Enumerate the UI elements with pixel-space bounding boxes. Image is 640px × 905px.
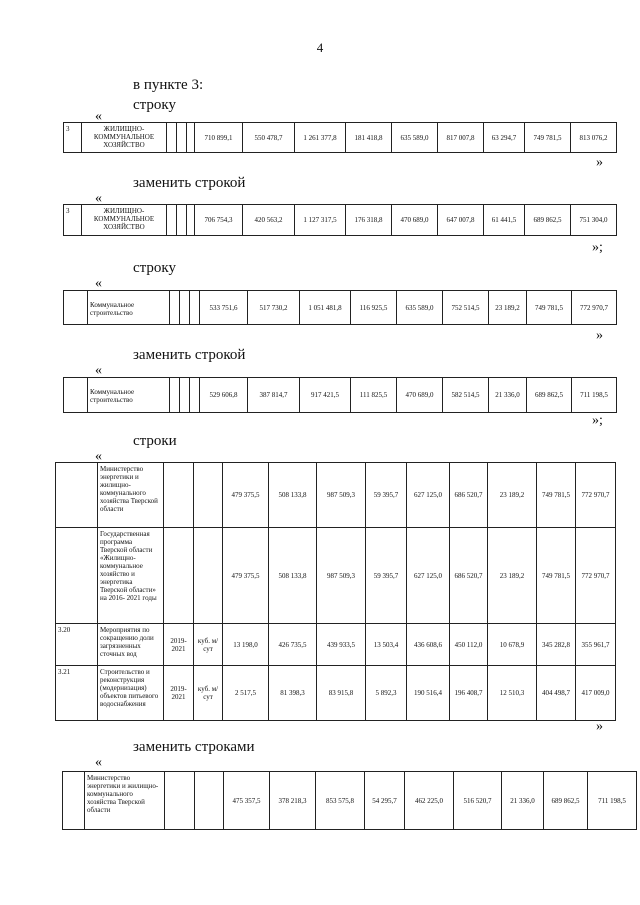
value-cell: 533 751,6	[200, 291, 248, 325]
value-cell: 689 862,5	[544, 772, 588, 830]
table-1	[63, 122, 617, 153]
table-row	[64, 378, 617, 413]
value-cell: 176 318,8	[346, 205, 392, 236]
value-cell: 63 294,7	[484, 123, 525, 153]
row-unit: куб. м/сут	[194, 666, 223, 721]
table-2	[63, 204, 617, 236]
row-code	[56, 528, 98, 624]
value-cell: 81 398,3	[269, 666, 317, 721]
table-4	[63, 377, 617, 413]
table-row	[63, 772, 637, 830]
value-cell: 772 970,7	[572, 291, 617, 325]
value-cell: 711 198,5	[572, 378, 617, 413]
value-cell: 59 395,7	[366, 528, 407, 624]
intro-line-1: в пункте 3:	[133, 77, 204, 93]
row-code: 3	[64, 123, 82, 153]
value-cell: 462 225,0	[405, 772, 454, 830]
value-cell: 181 418,8	[346, 123, 392, 153]
value-cell: 529 606,8	[200, 378, 248, 413]
replace-heading-2: заменить строкой	[133, 347, 246, 363]
rows-heading: строки	[133, 433, 177, 449]
value-cell: 83 915,8	[317, 666, 366, 721]
value-cell: 627 125,0	[407, 528, 450, 624]
value-cell: 1 127 317,5	[295, 205, 346, 236]
value-cell: 772 970,7	[576, 463, 616, 528]
value-cell: 479 375,5	[223, 463, 269, 528]
row-unit: куб. м/сут	[194, 624, 223, 666]
value-cell: 817 007,8	[438, 123, 484, 153]
row-unit	[194, 463, 223, 528]
open-quote: «	[95, 755, 102, 770]
table-row	[56, 666, 640, 721]
row-label: Министерство энергетики и жилищно-коммунального хозяйства Тверской области	[98, 463, 164, 528]
value-cell: 13 503,4	[366, 624, 407, 666]
open-quote: «	[95, 191, 102, 206]
value-cell: 635 589,0	[392, 123, 438, 153]
value-cell: 10 678,9	[488, 624, 537, 666]
value-cell: 404 498,7	[537, 666, 576, 721]
row-code: 3.21	[56, 666, 98, 721]
value-cell: 917 421,5	[300, 378, 351, 413]
value-cell: 749 781,5	[527, 291, 572, 325]
value-cell: 439 933,5	[317, 624, 366, 666]
row-code	[56, 463, 98, 528]
value-cell: 689 862,5	[527, 378, 572, 413]
value-cell: 987 509,3	[317, 463, 366, 528]
row-label: ЖИЛИЩНО-КОММУНАЛЬНОЕ ХОЗЯЙСТВО	[82, 123, 167, 153]
table-row	[56, 528, 640, 624]
value-cell: 582 514,5	[443, 378, 489, 413]
replace-heading-1: заменить строкой	[133, 175, 246, 191]
value-cell: 23 189,2	[488, 463, 537, 528]
value-cell: 686 520,7	[450, 463, 488, 528]
value-cell: 772 970,7	[576, 528, 616, 624]
value-cell: 689 862,5	[525, 205, 571, 236]
value-cell: 23 189,2	[489, 291, 527, 325]
row-label: Министерство энергетики и жилищно-коммунального хозяйства Тверской области	[85, 772, 165, 830]
page-number: 4	[316, 40, 324, 55]
value-cell: 426 735,5	[269, 624, 317, 666]
value-cell: 420 563,2	[243, 205, 295, 236]
row-years	[164, 528, 194, 624]
value-cell: 450 112,0	[450, 624, 488, 666]
value-cell: 54 295,7	[365, 772, 405, 830]
value-cell: 710 899,1	[195, 123, 243, 153]
value-cell: 749 781,5	[537, 528, 576, 624]
row-code: 3.20	[56, 624, 98, 666]
open-quote: «	[95, 276, 102, 291]
value-cell: 635 589,0	[397, 291, 443, 325]
table-row	[64, 205, 617, 236]
value-cell: 436 608,6	[407, 624, 450, 666]
value-cell: 12 510,3	[488, 666, 537, 721]
value-cell: 647 007,8	[438, 205, 484, 236]
value-cell: 627 125,0	[407, 463, 450, 528]
row-years	[164, 463, 194, 528]
row-label: Коммунальное строительство	[88, 378, 170, 413]
row-unit	[194, 528, 223, 624]
value-cell: 387 814,7	[248, 378, 300, 413]
value-cell: 813 076,2	[571, 123, 617, 153]
value-cell: 5 892,3	[366, 666, 407, 721]
table-5	[55, 462, 640, 721]
value-cell: 61 441,5	[484, 205, 525, 236]
value-cell: 116 925,5	[351, 291, 397, 325]
value-cell: 517 730,2	[248, 291, 300, 325]
value-cell: 987 509,3	[317, 528, 366, 624]
value-cell: 111 825,5	[351, 378, 397, 413]
row-label: Строительство и реконструкция (модернизация) объектов питьевого водоснабжения	[98, 666, 164, 721]
open-quote: «	[95, 449, 102, 464]
value-cell: 1 051 481,8	[300, 291, 351, 325]
value-cell: 749 781,5	[525, 123, 571, 153]
close-quote-semicolon: »;	[592, 240, 603, 255]
value-cell: 1 261 377,8	[295, 123, 346, 153]
value-cell: 59 395,7	[366, 463, 407, 528]
value-cell: 470 689,0	[397, 378, 443, 413]
table-row	[64, 291, 617, 325]
value-cell: 479 375,5	[223, 528, 269, 624]
close-quote-semicolon: »;	[592, 413, 603, 428]
value-cell: 196 408,7	[450, 666, 488, 721]
value-cell: 550 478,7	[243, 123, 295, 153]
value-cell: 190 516,4	[407, 666, 450, 721]
value-cell: 21 336,0	[502, 772, 544, 830]
value-cell: 23 189,2	[488, 528, 537, 624]
replace-rows-heading: заменить строками	[133, 739, 255, 755]
value-cell: 21 336,0	[489, 378, 527, 413]
value-cell: 345 282,8	[537, 624, 576, 666]
table-row	[64, 123, 617, 153]
row-label: Мероприятия по сокращению доли загрязненных сточных вод	[98, 624, 164, 666]
table-row	[56, 463, 640, 528]
value-cell: 2 517,5	[223, 666, 269, 721]
close-quote: »	[596, 719, 603, 734]
row-code: 3	[64, 205, 82, 236]
value-cell: 13 198,0	[223, 624, 269, 666]
row-label: Государственная программа Тверской области «Жилищно-коммунальное хозяйство и энергетика Тверской области» на 2016- 2021 годы	[98, 528, 164, 624]
value-cell: 853 575,8	[316, 772, 365, 830]
value-cell: 470 689,0	[392, 205, 438, 236]
value-cell: 475 357,5	[224, 772, 270, 830]
table-row	[56, 624, 640, 666]
value-cell: 749 781,5	[537, 463, 576, 528]
value-cell: 686 520,7	[450, 528, 488, 624]
intro-line-2: строку	[133, 97, 176, 113]
value-cell: 752 514,5	[443, 291, 489, 325]
value-cell: 508 133,8	[269, 528, 317, 624]
row-heading-2: строку	[133, 260, 176, 276]
close-quote: »	[596, 328, 603, 343]
value-cell: 417 009,0	[576, 666, 616, 721]
table-6	[62, 771, 637, 830]
value-cell: 706 754,3	[195, 205, 243, 236]
value-cell: 711 198,5	[588, 772, 637, 830]
row-label: Коммунальное строительство	[88, 291, 170, 325]
row-label: ЖИЛИЩНО-КОММУНАЛЬНОЕ ХОЗЯЙСТВО	[82, 205, 167, 236]
value-cell: 751 304,0	[571, 205, 617, 236]
row-years: 2019-2021	[164, 666, 194, 721]
value-cell: 378 218,3	[270, 772, 316, 830]
close-quote: »	[596, 155, 603, 170]
value-cell: 516 520,7	[454, 772, 502, 830]
open-quote: «	[95, 109, 102, 124]
row-years: 2019-2021	[164, 624, 194, 666]
value-cell: 508 133,8	[269, 463, 317, 528]
open-quote: «	[95, 363, 102, 378]
table-3	[63, 290, 617, 325]
value-cell: 355 961,7	[576, 624, 616, 666]
